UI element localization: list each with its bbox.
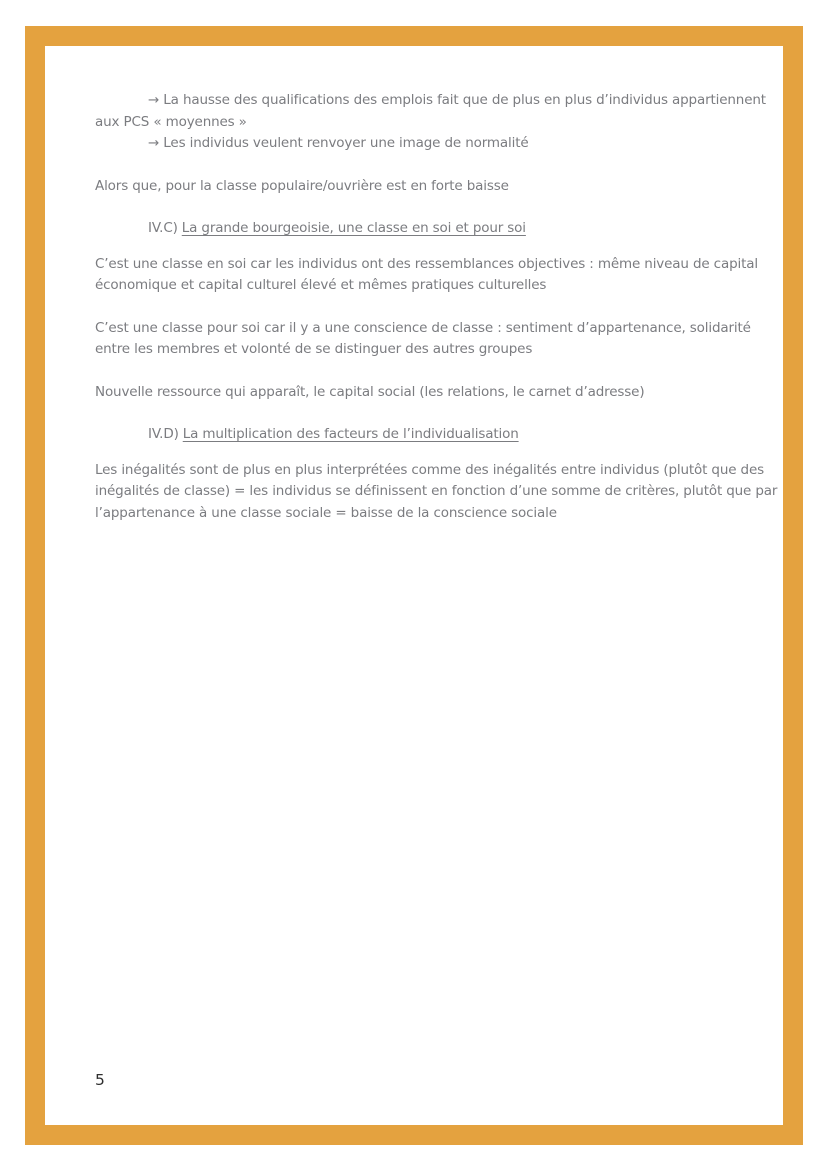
paragraph-individualisation (95, 460, 778, 525)
text-line: l’appartenance à une classe sociale = baisse de la conscience sociale (95, 504, 557, 521)
text-line: Alors que, pour la classe populaire/ouvrière est en forte baisse (95, 177, 509, 194)
text-line: → La hausse des qualifications des emplois fait que de plus en plus d’individus appartiennent (148, 92, 766, 108)
section-heading-ivd (95, 424, 737, 446)
text-line: Les inégalités sont de plus en plus interprétées comme des inégalités entre individus (plutôt que des (95, 461, 765, 478)
text-line: C’est une classe en soi car les individus ont des ressemblances objectives : même niveau de capital (95, 255, 758, 272)
text-line: Nouvelle ressource qui apparaît, le capital social (les relations, le carnet d’adresse) (95, 383, 645, 400)
heading-title: La grande bourgeoisie, une classe en soi et pour soi (181, 220, 526, 236)
text-line: économique et capital culturel élevé et mêmes pratiques culturelles (95, 277, 547, 293)
text-line: entre les membres et volonté de se distinguer des autres groupes (95, 341, 533, 357)
heading-number: IV.C) (148, 220, 178, 236)
text-line: → Les individus veulent renvoyer une image de normalité (148, 135, 529, 151)
text-line: aux PCS « moyennes » (95, 113, 247, 130)
heading-title: La multiplication des facteurs de l’individualisation (182, 426, 519, 442)
paragraph-classe-pour-soi (95, 318, 751, 361)
heading-number: IV.D) (148, 426, 179, 442)
page-number: 5 (95, 1071, 105, 1089)
text-line: inégalités de classe) = les individus se définissent en fonction d’une somme de critères, plutôt que par (95, 483, 778, 499)
text-line: C’est une classe pour soi car il y a une conscience de classe : sentiment d’appartenance, solidarité (95, 319, 751, 336)
section-heading-ivc (95, 218, 737, 240)
paragraph-classe-populaire (95, 176, 737, 198)
page-border-frame (25, 26, 803, 1145)
paragraph-classe-en-soi (95, 254, 758, 297)
document-body (45, 46, 783, 1125)
paragraph-qualifications (95, 90, 766, 155)
paragraph-capital-social (95, 382, 737, 404)
